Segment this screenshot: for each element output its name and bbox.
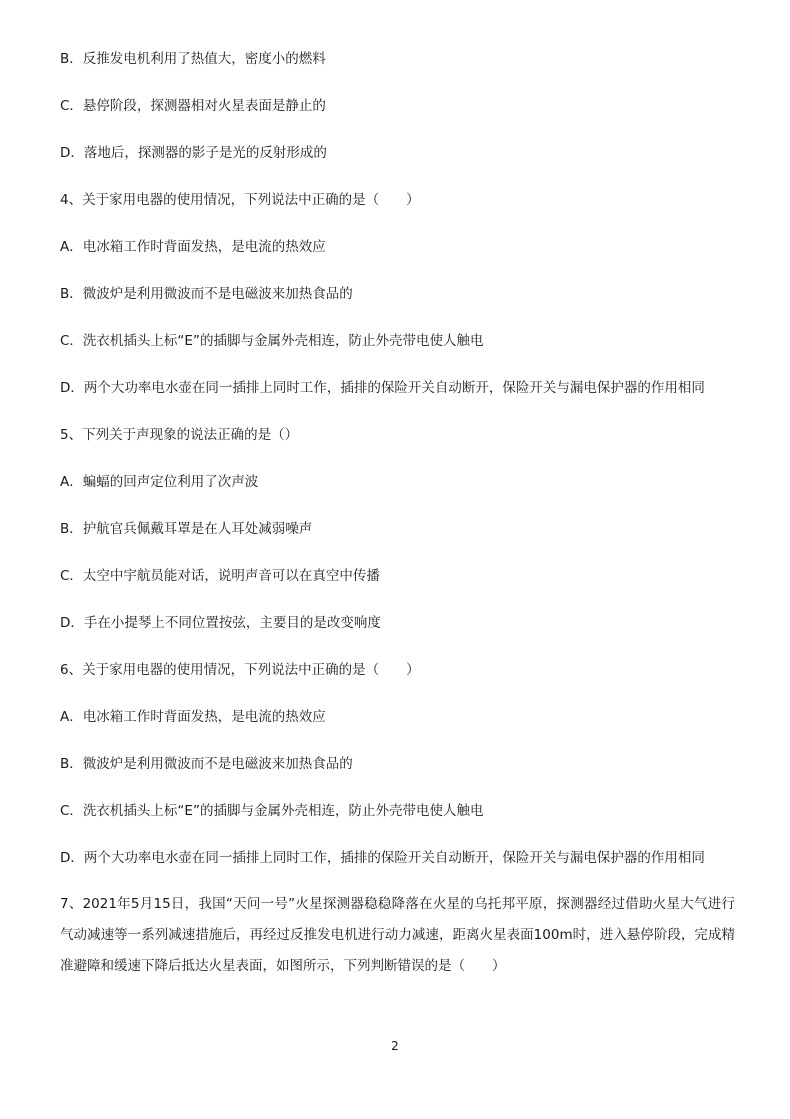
- q4-option-a: A．电冰箱工作时背面发热，是电流的热效应: [60, 239, 326, 255]
- q6-stem: 6、关于家用电器的使用情况，下列说法中正确的是（ ）: [60, 662, 420, 678]
- q5-stem: 5、下列关于声现象的说法正确的是（）: [60, 427, 299, 443]
- q5-option-c: C．太空中宇航员能对话，说明声音可以在真空中传播: [60, 568, 380, 584]
- q4-option-c: C．洗衣机插头上标“E”的插脚与金属外壳相连，防止外壳带电使人触电: [60, 333, 484, 349]
- q4-option-b: B．微波炉是利用微波而不是电磁波来加热食品的: [60, 286, 353, 302]
- q7-stem: 7、2021年5月15日，我国“天问一号”火星探测器稳稳降落在火星的乌托邦平原，探测器经过借助火星大气进行气动减速等一系列减速措施后，再经过反推发电机进行动力减速，距离火星表面100m时，进入悬停阶段，完成精准避障和缓速下降后抵达火星表面，如图所示，下列判断错误的是（ ）: [60, 896, 735, 974]
- q6-option-d: D．两个大功率电水壶在同一插排上同时工作，插排的保险开关自动断开，保险开关与漏电保护器的作用相同: [60, 850, 705, 866]
- q5-option-b: B．护航官兵佩戴耳罩是在人耳处减弱噪声: [60, 521, 313, 537]
- page-number: 2: [391, 1039, 399, 1053]
- q5-option-d: D．手在小提琴上不同位置按弦，主要目的是改变响度: [60, 615, 381, 631]
- q4-option-d: D．两个大功率电水壶在同一插排上同时工作，插排的保险开关自动断开，保险开关与漏电保护器的作用相同: [60, 380, 705, 396]
- q6-option-c: C．洗衣机插头上标“E”的插脚与金属外壳相连，防止外壳带电使人触电: [60, 803, 484, 819]
- q6-option-a: A．电冰箱工作时背面发热，是电流的热效应: [60, 709, 326, 725]
- q3-option-d: D．落地后，探测器的影子是光的反射形成的: [60, 145, 327, 161]
- q3-option-b: B．反推发电机利用了热值大，密度小的燃料: [60, 51, 326, 67]
- q3-option-c: C．悬停阶段，探测器相对火星表面是静止的: [60, 98, 326, 114]
- q4-stem: 4、关于家用电器的使用情况，下列说法中正确的是（ ）: [60, 192, 420, 208]
- q6-option-b: B．微波炉是利用微波而不是电磁波来加热食品的: [60, 756, 353, 772]
- q5-option-a: A．蝙蝠的回声定位利用了次声波: [60, 474, 259, 490]
